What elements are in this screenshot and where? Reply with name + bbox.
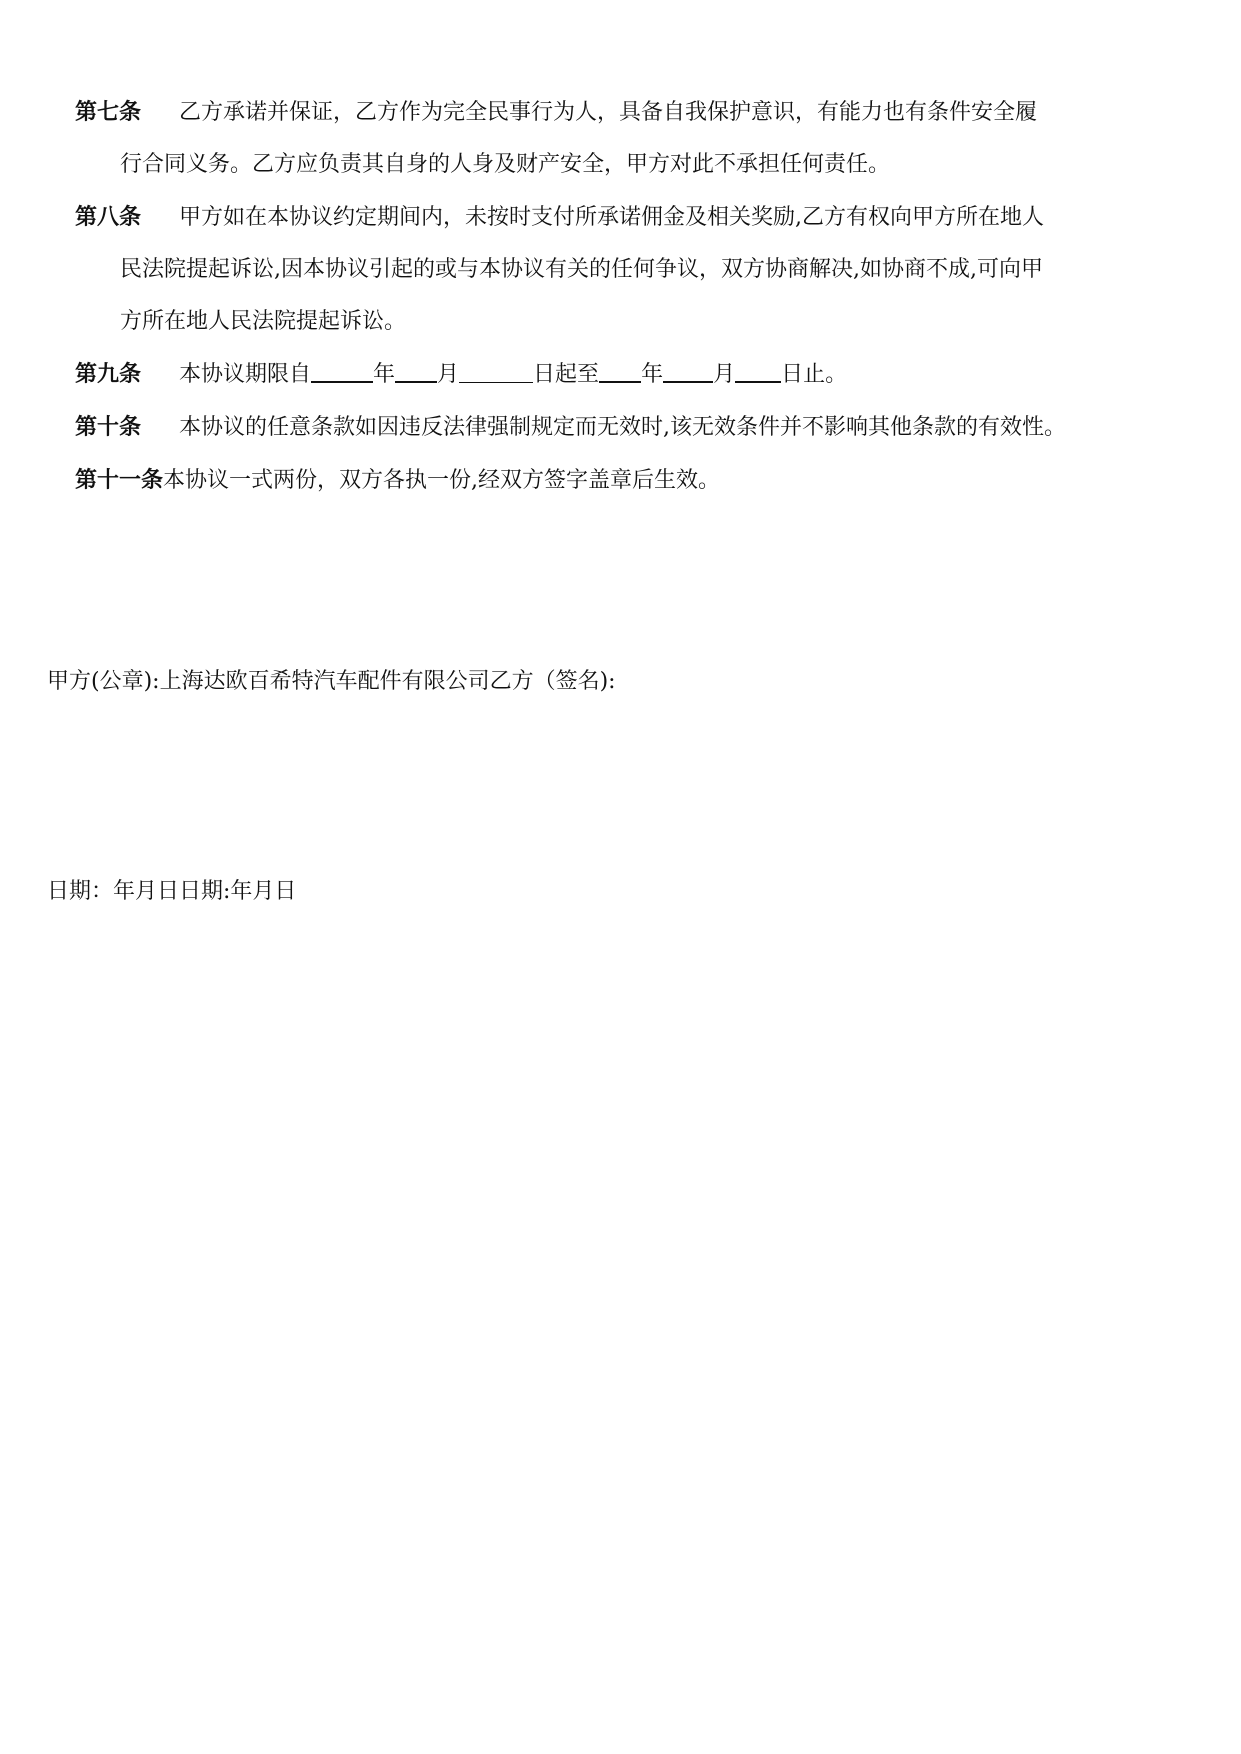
end-month-blank[interactable] [663,359,713,383]
year-label: 年 [641,362,664,387]
date-line: 日期：年月日日期:年月日 [47,879,297,904]
month-label: 月 [437,362,460,387]
start-year-blank[interactable] [311,359,373,383]
term-start-label: 本协议期限自 [179,362,312,387]
clause-number: 第十一条 [75,467,164,493]
clause-text: 甲方如在本协议约定期间内，未按时支付所承诺佣金及相关奖励,乙方有权向甲方所在地人 [179,205,1044,230]
clause-text: 方所在地人民法院提起诉讼。 [120,309,407,334]
term-end-suffix: 日止。 [781,362,848,387]
month-label: 月 [713,362,736,387]
clause-10 [75,401,1185,454]
clause-list [75,86,1185,507]
clause-7 [75,86,1185,191]
clause-text: 本协议一式两份，双方各执一份,经双方签字盖章后生效。 [163,468,721,493]
start-month-blank[interactable] [395,359,437,383]
signature-line: 甲方(公章):上海达欧百希特汽车配件有限公司乙方（签名): [47,669,616,694]
year-label: 年 [373,362,396,387]
end-year-blank[interactable] [599,359,641,383]
clause-number: 第九条 [75,361,142,387]
clause-11 [75,454,1185,507]
end-day-blank[interactable] [735,359,781,383]
clause-number: 第八条 [75,204,142,230]
clause-8 [75,191,1185,348]
clause-number: 第十条 [75,414,142,440]
clause-text: 乙方承诺并保证，乙方作为完全民事行为人，具备自我保护意识，有能力也有条件安全履 [179,100,1038,125]
clause-text: 本协议的任意条款如因违反法律强制规定而无效时,该无效条件并不影响其他条款的有效性。 [179,415,1066,440]
term-end-label: 日起至 [533,362,600,387]
start-day-blank[interactable] [459,360,533,383]
clause-text: 行合同义务。乙方应负责其自身的人身及财产安全，甲方对此不承担任何责任。 [120,152,891,177]
clause-text: 民法院提起诉讼,因本协议引起的或与本协议有关的任何争议，双方协商解决,如协商不成,可向甲 [120,257,1043,282]
clause-number: 第七条 [75,99,142,125]
clause-9 [75,348,1185,401]
